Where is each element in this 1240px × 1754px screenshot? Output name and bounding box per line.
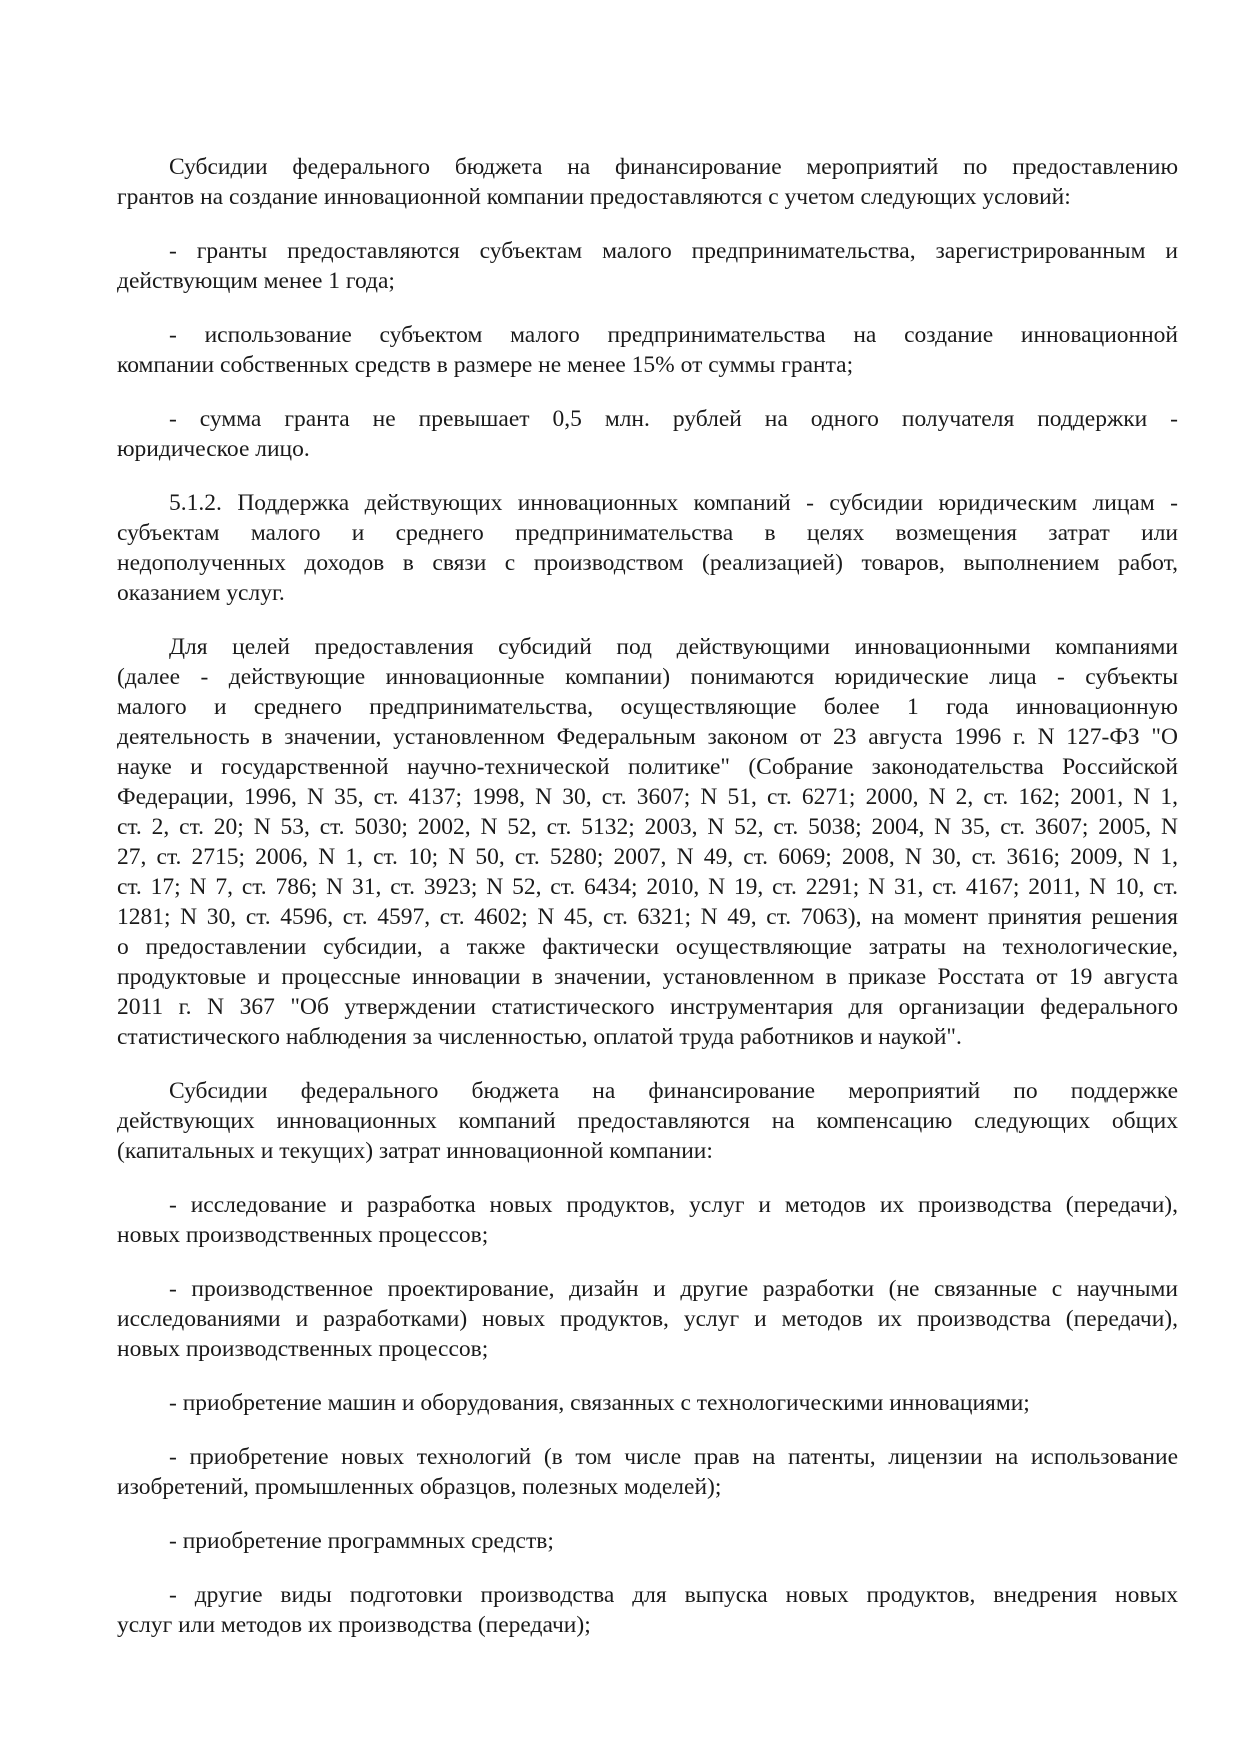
paragraph [117,1388,1178,1418]
text-line: 27, ст. 2715; 2006, N 1, ст. 10; N 50, ст. 5280; 2007, N 49, ст. 6069; 2008, N 30, ст. 3616; 2009, N 1, [117,844,1178,870]
text-line: недополученных доходов в связи с производством (реализацией) товаров, выполнением работ, [117,550,1178,576]
paragraph [117,1580,1178,1640]
text-line: - приобретение машин и оборудования, связанных с технологическими инновациями; [169,1390,1030,1416]
text-line: услуг или методов их производства (передачи); [117,1612,591,1638]
text-line: 2011 г. N 367 "Об утверждении статистического инструментария для организации федерального [117,994,1178,1020]
paragraph [117,152,1178,212]
text-line: действующих инновационных компаний предоставляются на компенсацию следующих общих [117,1108,1178,1134]
paragraph [117,1190,1178,1250]
text-line: - приобретение новых технологий (в том числе прав на патенты, лицензии на использование [169,1444,1178,1470]
paragraph [117,1076,1178,1166]
text-line: субъектам малого и среднего предпринимательства в целях возмещения затрат или [117,520,1178,546]
paragraph [117,488,1178,608]
paragraph [117,236,1178,296]
paragraph [117,320,1178,380]
text-line: деятельность в значении, установленном Федеральным законом от 23 августа 1996 г. N 127-ФЗ "О [117,724,1178,750]
text-line: действующим менее 1 года; [117,268,395,294]
text-line: 5.1.2. Поддержка действующих инновационных компаний - субсидии юридическим лицам - [169,490,1178,516]
text-line: - гранты предоставляются субъектам малого предпринимательства, зарегистрированным и [169,238,1178,264]
text-line: - исследование и разработка новых продуктов, услуг и методов их производства (передачи), [169,1192,1178,1218]
text-line: 1281; N 30, ст. 4596, ст. 4597, ст. 4602; N 45, ст. 6321; N 49, ст. 7063), на момент принятия решения [117,904,1178,930]
paragraph [117,632,1178,1052]
text-line: компании собственных средств в размере не менее 15% от суммы гранта; [117,352,854,378]
text-line: Для целей предоставления субсидий под действующими инновационными компаниями [169,634,1178,660]
paragraph [117,1274,1178,1364]
text-line: юридическое лицо. [117,436,310,462]
text-line: - другие виды подготовки производства для выпуска новых продуктов, внедрения новых [169,1582,1178,1608]
text-line: (далее - действующие инновационные компании) понимаются юридические лица - субъекты [117,664,1178,690]
text-line: новых производственных процессов; [117,1336,489,1362]
text-line: Субсидии федерального бюджета на финансирование мероприятий по предоставлению [169,154,1178,180]
text-line: (капитальных и текущих) затрат инновационной компании: [117,1138,713,1164]
text-line: изобретений, промышленных образцов, полезных моделей); [117,1474,722,1500]
text-line: науке и государственной научно-технической политике" (Собрание законодательства Российской [117,754,1178,780]
text-line: - производственное проектирование, дизайн и другие разработки (не связанные с научными [169,1276,1178,1302]
text-line: малого и среднего предпринимательства, осуществляющие более 1 года инновационную [117,694,1178,720]
text-line: исследованиями и разработками) новых продуктов, услуг и методов их производства (передачи), [117,1306,1178,1332]
paragraph [117,1442,1178,1502]
text-line: - приобретение программных средств; [169,1528,554,1554]
text-line: - сумма гранта не превышает 0,5 млн. рублей на одного получателя поддержки - [169,406,1178,432]
text-line: оказанием услуг. [117,580,285,606]
text-line: продуктовые и процессные инновации в значении, установленном в приказе Росстата от 19 августа [117,964,1178,990]
text-line: грантов на создание инновационной компании предоставляются с учетом следующих условий: [117,184,1071,210]
text-line: Федерации, 1996, N 35, ст. 4137; 1998, N 30, ст. 3607; N 51, ст. 6271; 2000, N 2, ст. 162; 2001, N 1, [117,784,1178,810]
text-line: о предоставлении субсидии, а также фактически осуществляющие затраты на технологические, [117,934,1178,960]
text-line: статистического наблюдения за численностью, оплатой труда работников и наукой". [117,1024,962,1050]
paragraph [117,404,1178,464]
text-line: - использование субъектом малого предпринимательства на создание инновационной [169,322,1178,348]
text-line: Субсидии федерального бюджета на финансирование мероприятий по поддержке [169,1078,1178,1104]
document-page [117,152,1178,1664]
text-line: новых производственных процессов; [117,1222,489,1248]
text-line: ст. 2, ст. 20; N 53, ст. 5030; 2002, N 52, ст. 5132; 2003, N 52, ст. 5038; 2004, N 35, ст. 3607; 2005, N [117,814,1178,840]
paragraph [117,1526,1178,1556]
text-line: ст. 17; N 7, ст. 786; N 31, ст. 3923; N 52, ст. 6434; 2010, N 19, ст. 2291; N 31, ст. 4167; 2011, N 10, ст. [117,874,1178,900]
